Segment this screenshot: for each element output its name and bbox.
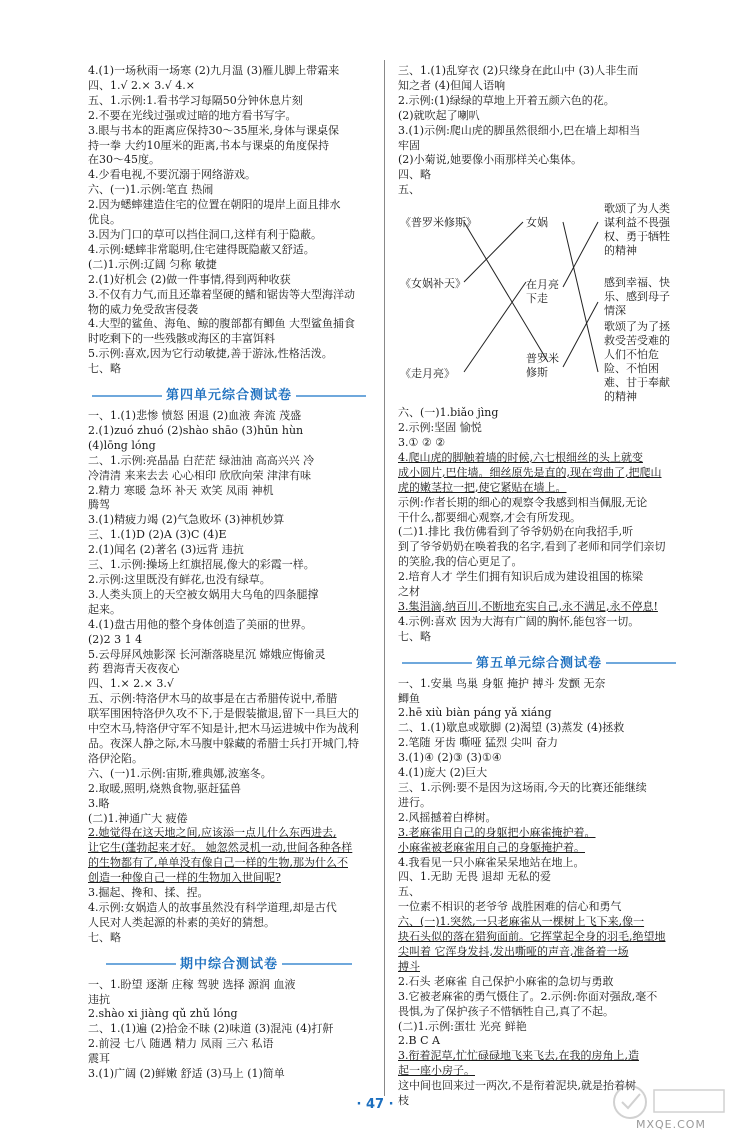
answer-line: 人民对人类起源的朴素的美好的猜想。: [88, 915, 275, 929]
answer-line: 5.示例:喜欢,因为它行动敏捷,善于游泳,性格活泼。: [88, 347, 333, 361]
answer-line: 2.(1)好机会 (2)做一件事情,得到两种收获: [88, 272, 291, 286]
answer-line: 一位素不相识的老爷爷 战胜困难的信心和勇气: [398, 900, 622, 914]
left-answers-unit3: [88, 64, 370, 377]
answer-line: 持一拳 大约10厘米的距离,书本与课桌的角度保持: [88, 138, 329, 152]
answer-line: (二)1.示例:辽阔 匀称 敏捷: [88, 257, 217, 271]
answer-line: 4.示例:喜欢 因为大海有广阔的胸怀,能包容一切。: [398, 614, 640, 628]
answer-line: 小麻雀被老麻雀用自己的身躯掩护着。: [398, 840, 585, 854]
answer-line: (4)lōng lóng: [88, 438, 156, 452]
answer-line: 七、略: [398, 629, 431, 643]
answer-line: 2.石头 老麻雀 自己保护小麻雀的急切与勇敢: [398, 974, 614, 988]
right-answers-top: [398, 64, 680, 198]
answer-line: 2.笔随 牙齿 嘶哑 猛烈 尖叫 奋力: [398, 736, 558, 750]
answer-line: 干什么,都要细心观察,才会有所发现。: [398, 510, 581, 524]
answer-line: 三、1.示例:操场上红旗招展,像大的彩霞一样。: [88, 558, 315, 572]
left-label-2: 《女娲补天》: [400, 277, 466, 291]
section-title-unit5-text: 第五单元综合测试卷: [476, 655, 603, 671]
answer-line: 2.(1)闻名 (2)著名 (3)远背 违抗: [88, 543, 244, 557]
answer-line: 成小圆片,巴住墙。细丝原先是直的,现在弯曲了,把爬山: [398, 465, 662, 479]
answer-line: 一、1.盼望 逐渐 庄稼 驾驶 选择 源润 血液: [88, 977, 296, 991]
answer-line: 示例:作者长期的细心的观察令我感到相当佩服,无论: [398, 495, 648, 509]
answer-line: 七、略: [88, 362, 121, 376]
left-label-3: 《走月亮》: [400, 367, 455, 381]
answer-line: 3.(1)精疲力竭 (2)气急败坏 (3)神机妙算: [88, 513, 285, 527]
answer-line: (2)小菊说,她要像小雨那样关心集体。: [398, 153, 583, 167]
left-answers-unit4: [88, 409, 370, 946]
answer-line: 5.云母屏风烛影深 长河渐落晓星沉 嫦娥应悔偷灵: [88, 647, 326, 661]
answer-line: 3.(1)示例:爬山虎的脚虽然很细小,巴在墙上却相当: [398, 123, 641, 137]
title-rule: [106, 963, 176, 965]
answer-line: 3.(1)④ (2)③ (3)①④: [398, 751, 502, 765]
answer-line: 二、1.(1)遍 (2)拾金不昧 (2)味道 (3)混沌 (4)打鼾: [88, 1022, 334, 1036]
section-title-unit5: [398, 652, 680, 671]
answer-line: 二、1.(1)歇息或歇脚 (2)渴望 (3)蒸发 (4)拯救: [398, 721, 625, 735]
left-answers-midterm: [88, 978, 370, 1082]
answer-line: 一、1.安巢 鸟巢 身躯 掩护 搏斗 发颤 无奈: [398, 676, 606, 690]
answer-line: 鲫鱼: [398, 691, 420, 705]
answer-line: 中空木马,特洛伊守军不知是计,把木马运进城中作为战利: [88, 722, 359, 736]
answer-line: 尖叫着 它浑身发抖,发出嘶哑的声音,准备着一场: [398, 944, 629, 958]
answer-line: 4.(1)一场秋雨一场寒 (2)九月温 (3)雁儿脚上带霜来: [88, 64, 340, 77]
answer-line: 4.少看电视,不要沉溺于网络游戏。: [88, 168, 256, 182]
answer-line: 起来。: [88, 602, 121, 616]
answer-line: 创造一种像自己一样的生物加入世间呢?: [88, 871, 281, 885]
answer-line: 洛伊沦陷。: [88, 751, 143, 765]
answer-line: 品。夜深人静之际,木马腹中躲藏的希腊士兵打开城门,特: [88, 736, 359, 750]
answer-line: 让它生(蓬勃起来才好。 她忽然灵机一动,世间各种各样: [88, 841, 353, 855]
answer-line: 2.示例:(1)绿绿的草地上开着五颜六色的花。: [398, 93, 615, 107]
answer-line: 六、(一)1.示例:笔直 热闹: [88, 183, 214, 197]
answer-line: 2.她觉得在这天地之间,应该添一点儿什么东西进去,: [88, 826, 337, 840]
answer-line: 牢固: [398, 138, 420, 152]
answer-line: 腾驾: [88, 498, 110, 512]
right-answers-unit4-rest: [398, 406, 680, 645]
answer-line: 三、1.示例:要不是因为这场雨,今天的比赛还能继续: [398, 781, 647, 794]
matching-diagram: [398, 202, 680, 402]
answer-line: 4.(1)庞大 (2)巨大: [398, 766, 488, 780]
title-rule: [282, 963, 352, 965]
answer-line: 三、1.(1)乱穿衣 (2)只缘身在此山中 (3)人非生而: [398, 64, 639, 77]
answer-line: 4.示例:蟋蟀非常聪明,住宅建得既隐蔽又舒适。: [88, 242, 315, 256]
right-label-2: 感到幸福、快乐、感到母子情深: [604, 276, 670, 318]
answer-line: 六、(一)1.biǎo jìng: [398, 406, 499, 420]
answer-line: 4.示例:女娲造人的故事虽然没有科学道理,却是古代: [88, 900, 337, 914]
answer-line: 2.风摇撼着白桦树。: [398, 810, 497, 824]
answer-line: 震耳: [88, 1052, 110, 1066]
answer-line: 3.集涓滴,纳百川,不断地充实自己,永不满足,永不停息!: [398, 599, 658, 613]
answer-line: 2.hē xiù biàn páng yǎ xiáng: [398, 706, 552, 720]
answer-line: 二、1.示例:亮晶晶 白茫茫 绿油油 高高兴兴 冷: [88, 453, 315, 467]
watermark-text: MXQE.COM: [636, 1118, 706, 1131]
answer-line: 的笑脸,我的信心更足了。: [398, 555, 523, 569]
right-column: [398, 64, 680, 1109]
answer-line: 五、示例:特洛伊木马的故事是在古希腊传说中,希腊: [88, 692, 338, 706]
answer-line: 3.① ② ②: [398, 435, 446, 449]
answer-line: 起一座小房子。: [398, 1064, 475, 1078]
answer-line: 四、1.无助 无畏 退却 无私的爱: [398, 870, 551, 884]
section-title-unit4-text: 第四单元综合测试卷: [166, 388, 293, 404]
right-label-1: 歌颂了为人类谋利益不畏强权、勇于牺牲的精神: [604, 202, 670, 258]
answer-line: 在30～45度。: [88, 153, 160, 167]
answer-line: 4.(1)盘古用他的整个身体创造了美丽的世界。: [88, 617, 313, 631]
answer-line: 四、1.× 2.× 3.√: [88, 677, 174, 691]
answer-line: 3.因为门口的草可以挡住洞口,这样有利于隐蔽。: [88, 227, 322, 241]
answer-line: 2.取暖,照明,烧熟食物,驱赶猛兽: [88, 781, 241, 795]
answer-line: (2)就吹起了喇叭: [398, 108, 480, 122]
answer-line: 2.因为蟋蟀建造住宅的位置在朝阳的堤岸上面且排水: [88, 198, 341, 212]
answer-line: 3.人类头顶上的天空被女娲用大乌龟的四条腿撑: [88, 587, 319, 601]
answer-line: 4.大型的鲨鱼、海龟、鲸的腹部都有鲫鱼 大型鲨鱼捕食: [88, 317, 355, 331]
page-number: · 47 ·: [356, 1097, 394, 1112]
answer-line: 块石头似的落在猎狗面前。它挥掌起全身的羽毛,绝望地: [398, 930, 666, 944]
column-divider: [384, 60, 385, 1096]
answer-line: 2.不要在光线过强或过暗的地方看书写字。: [88, 108, 297, 122]
mid-label-2: 在月亮下走: [526, 278, 559, 306]
answer-line: 2.B C A: [398, 1034, 440, 1048]
answer-line: 2.前浸 七八 随遇 精力 凤雨 三六 私语: [88, 1037, 274, 1051]
answer-line: 五、1.示例:1.看书学习每隔50分钟休息片刻: [88, 93, 303, 107]
answer-line: (二)1.示例:蛋壮 光亮 鲜艳: [398, 1019, 527, 1033]
answer-line: 到了爷爷奶奶在唤着我的名字,看到了老师和同学们亲切: [398, 540, 666, 554]
section-title-unit4: [88, 384, 370, 403]
answer-line: 3.它被老麻雀的勇气慑住了。2.示例:你面对强敌,毫不: [398, 989, 658, 1003]
answer-line: 4.爬山虎的脚触着墙的时候,六七根细丝的头上就变: [398, 450, 643, 464]
answer-line: 时吃剩下的一些残骸或海区的丰富饵料: [88, 332, 275, 346]
right-answers-unit5: [398, 677, 680, 1109]
title-rule: [606, 662, 676, 664]
answer-line: 七、略: [88, 930, 121, 944]
answer-line: 五、: [398, 885, 420, 899]
answer-line: (二)1.神通广大 疲倦: [88, 811, 188, 825]
answer-line: 2.示例:坚固 愉悦: [398, 421, 482, 435]
answer-line: 四、略: [398, 168, 431, 182]
left-label-1: 《普罗米修斯》: [400, 216, 477, 230]
answer-line: 3.眼与书本的距离应保持30～35厘米,身体与课桌保: [88, 123, 339, 137]
title-rule: [92, 395, 162, 397]
title-rule: [402, 662, 472, 664]
answer-line: 冷清清 来来去去 心心相印 欣欣向荣 津津有味: [88, 468, 311, 482]
answer-line: 虎的嫩茎拉一把,使它紧贴在墙上。: [398, 480, 567, 494]
answer-line: (二)1.排比 我仿佛看到了爷爷奶奶在向我招手,听: [398, 525, 634, 539]
answer-line: 2.(1)zuó zhuó (2)shào shāo (3)hūn hùn: [88, 423, 304, 437]
title-rule: [296, 395, 366, 397]
mid-label-1: 女娲: [526, 216, 548, 230]
right-label-3: 歌颂了为了拯救受苦受难的人们不怕危险、不怕困难、甘于奉献的精神: [604, 320, 670, 404]
answer-line: 2.精力 寒暖 急坏 补天 欢笑 凤雨 神机: [88, 483, 274, 497]
mid-label-3: 普罗米修斯: [526, 352, 559, 380]
answer-line: 3.老麻雀用自己的身躯把小麻雀掩护着。: [398, 825, 596, 839]
answer-line: 3.略: [88, 796, 110, 810]
section-title-midterm-text: 期中综合测试卷: [179, 956, 278, 972]
answer-line: 畏惧,为了保护孩子不惜牺牲自己,真了不起。: [398, 1004, 614, 1018]
answer-line: 药 碧海青天夜夜心: [88, 662, 180, 676]
answer-line: 3.掘起、搀和、揉、捏。: [88, 886, 209, 900]
answer-line: 3.不仅有力气,而且还靠着坚硬的鳍和锯齿等大型海洋动: [88, 287, 355, 301]
answer-line: 优良。: [88, 213, 121, 227]
answer-line: 三、1.(1)D (2)A (3)C (4)E: [88, 528, 227, 542]
answer-line: 2.示例:这里既没有鲜花,也没有绿草。: [88, 573, 271, 586]
answer-line: 枝: [398, 1094, 409, 1108]
section-title-midterm: [88, 953, 370, 972]
answer-line: 3.(1)广阔 (2)鲜嫩 舒适 (3)马上 (1)简单: [88, 1067, 285, 1081]
answer-line: 联军围困特洛伊久攻不下,于是假装撤退,留下一具巨大的: [88, 707, 359, 721]
answer-line: 知之者 (4)但闻人语响: [398, 78, 506, 92]
answer-line: (2)2 3 1 4: [88, 632, 143, 646]
answer-line: 五、: [398, 183, 420, 197]
answer-line: 3.衔着泥草,忙忙碌碌地飞来飞去,在我的房角上,造: [398, 1049, 639, 1063]
answer-line: 这中间也回来过一两次,不是衔着泥块,就是抬着树: [398, 1079, 636, 1093]
answer-line: 六、(一)1.示例:宙斯,雅典娜,波塞冬。: [88, 766, 272, 780]
page-number-value: 47: [365, 1097, 385, 1112]
answer-line: 搏斗: [398, 959, 420, 973]
answer-line: 四、1.√ 2.× 3.√ 4.×: [88, 78, 195, 92]
answer-line: 2.shào xi jiàng qǔ zhǔ lóng: [88, 1007, 238, 1021]
answer-line: 六、(一)1.突然,一只老麻雀从一棵树上飞下来,像一: [398, 915, 645, 929]
answer-line: 2.培育人才 学生们拥有知识后成为建设祖国的栋梁: [398, 570, 643, 584]
left-column: [88, 64, 370, 1082]
answer-line: 进行。: [398, 795, 431, 809]
answer-line: 的生物都有了,单单没有像自己一样的生物,那为什么不: [88, 856, 348, 870]
answer-line: 一、1.(1)悲惨 愤怒 困退 (2)血液 奔流 茂盛: [88, 409, 302, 423]
answer-line: 4.我看见一只小麻雀呆呆地站在地上。: [398, 855, 585, 869]
answer-line: 物的威力免受敌害侵袭: [88, 302, 198, 316]
answer-line: 违抗: [88, 992, 110, 1006]
answer-line: 之材: [398, 585, 420, 599]
